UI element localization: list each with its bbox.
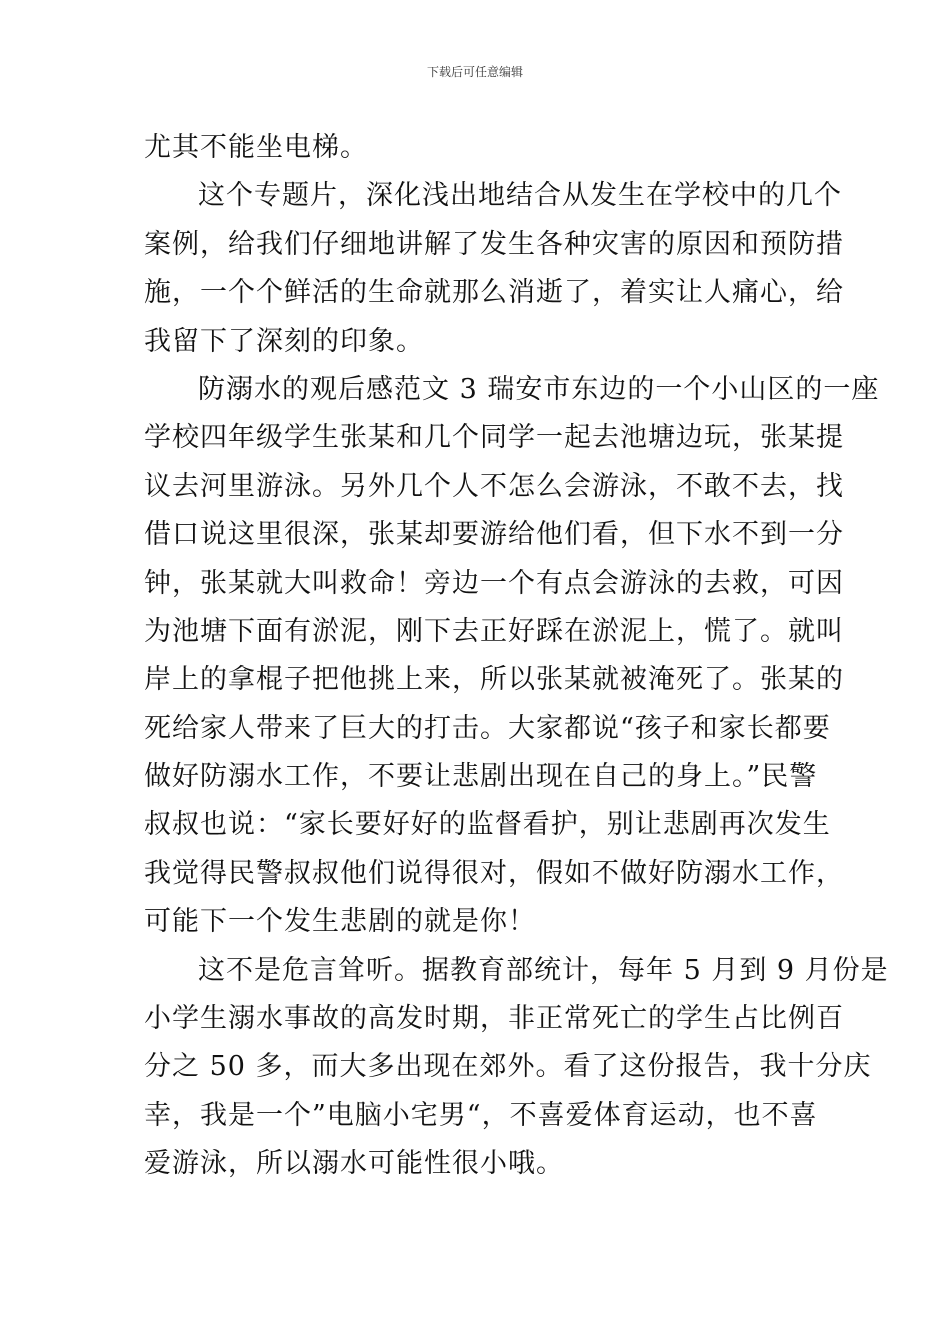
text-line: 分之 50 多，而大多出现在郊外。看了这份报告，我十分庆 [144, 1051, 872, 1083]
text-line: 这不是危言耸听。据教育部统计，每年 5 月到 9 月份是 [198, 954, 889, 986]
text-line: 幸，我是一个”电脑小宅男“，不喜爱体育运动，也不喜 [144, 1099, 818, 1131]
text-line: 学校四年级学生张某和几个同学一起去池塘边玩，张某提 [144, 422, 844, 454]
page-header: 下载后可任意编辑 [426, 65, 523, 79]
text-line: 岸上的拿棍子把他挑上来，所以张某就被淹死了。张某的 [144, 664, 844, 696]
text-line: 我留下了深刻的印象。 [144, 325, 424, 357]
text-line: 叔叔也说：“家长要好好的监督看护，别让悲剧再次发生 [144, 809, 831, 841]
text-line: 尤其不能坐电梯。 [144, 132, 368, 163]
text-line: 议去河里游泳。另外几个人不怎么会游泳，不敢不去，找 [144, 470, 844, 502]
text-line: 爱游泳，所以溺水可能性很小哦。 [144, 1148, 564, 1180]
text-line: 案例，给我们仔细地讲解了发生各种灾害的原因和预防措 [144, 228, 844, 260]
text-line: 借口说这里很深，张某却要游给他们看，但下水不到一分 [144, 519, 844, 551]
text-line: 可能下一个发生悲剧的就是你！ [144, 906, 536, 938]
text-line: 施，一个个鲜活的生命就那么消逝了，着实让人痛心，给 [144, 277, 844, 309]
text-line: 做好防溺水工作，不要让悲剧出现在自己的身上。”民警 [144, 761, 818, 793]
text-line: 防溺水的观后感范文 3 瑞安市东边的一个小山区的一座 [198, 373, 880, 405]
text-line: 死给家人带来了巨大的打击。大家都说“孩子和家长都要 [144, 712, 831, 744]
text-line: 钟，张某就大叫救命！旁边一个有点会游泳的去救，可因 [144, 567, 844, 599]
text-line: 小学生溺水事故的高发时期，非正常死亡的学生占比例百 [144, 1003, 844, 1035]
body-text [144, 124, 889, 1189]
text-line: 我觉得民警叔叔他们说得很对，假如不做好防溺水工作， [144, 857, 844, 889]
text-line: 这个专题片，深化浅出地结合从发生在学校中的几个 [198, 180, 842, 212]
text-line: 为池塘下面有淤泥，刚下去正好踩在淤泥上，慌了。就叫 [144, 615, 844, 647]
